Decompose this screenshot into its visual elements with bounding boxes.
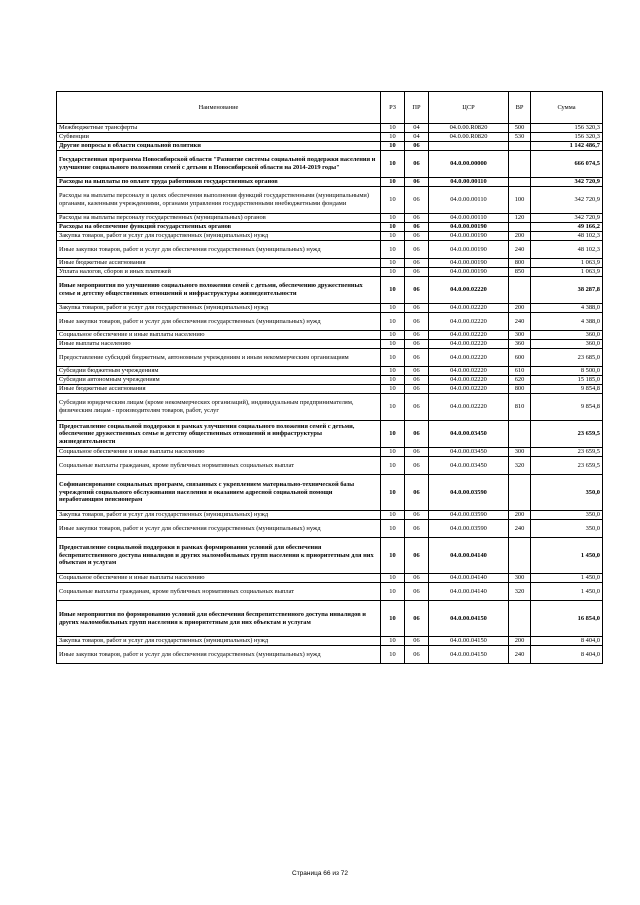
cell-sum: 350,0 [531,475,603,511]
table-header-row [57,92,603,124]
cell-sum: 23 659,5 [531,421,603,448]
cell-rz: 10 [381,178,405,187]
cell-csr: 04.0.00.04140 [429,574,509,583]
cell-csr: 04.0.00.04150 [429,601,509,637]
table-row [57,583,603,601]
cell-rz: 10 [381,133,405,142]
cell-sum: 48 102,3 [531,232,603,241]
cell-vr: 810 [509,394,531,421]
cell-vr: 800 [509,385,531,394]
cell-vr: 600 [509,349,531,367]
table-row [57,511,603,520]
cell-rz: 10 [381,538,405,574]
cell-pr: 06 [405,232,429,241]
cell-name: Субсидии юридическим лицам (кроме некоммерческих организаций), индивидуальным предпринимателям, физическим лицам - производителям товаров, работ, услуг [57,394,381,421]
header-csr: ЦСР [429,92,509,124]
cell-name: Иные мероприятия по формированию условий для обеспечения беспрепятственного доступа инвалидов и других маломобильных групп населения к приоритетным для них объектам и услугам [57,601,381,637]
cell-name: Субсидии бюджетным учреждениям [57,367,381,376]
cell-csr: 04.0.00.00110 [429,187,509,214]
cell-csr: 04.0.00.02220 [429,367,509,376]
cell-name: Иные закупки товаров, работ и услуг для обеспечения государственных (муниципальных) нужд [57,646,381,664]
cell-sum: 342 720,9 [531,214,603,223]
cell-name: Закупка товаров, работ и услуг для государственных (муниципальных) нужд [57,511,381,520]
table-row [57,520,603,538]
cell-vr [509,142,531,151]
cell-pr: 04 [405,124,429,133]
cell-sum: 350,0 [531,520,603,538]
cell-vr: 320 [509,457,531,475]
cell-csr: 04.0.00.R0820 [429,124,509,133]
cell-rz: 10 [381,151,405,178]
header-sum: Сумма [531,92,603,124]
cell-pr: 06 [405,448,429,457]
cell-csr: 04.0.00.00190 [429,241,509,259]
table-row [57,232,603,241]
cell-csr: 04.0.00.03590 [429,475,509,511]
cell-csr: 04.0.00.00190 [429,268,509,277]
cell-sum: 48 102,3 [531,241,603,259]
table-row [57,385,603,394]
cell-name: Субвенции [57,133,381,142]
table-row [57,646,603,664]
cell-pr: 06 [405,259,429,268]
cell-vr: 240 [509,520,531,538]
cell-pr: 06 [405,223,429,232]
cell-name: Социальное обеспечение и иные выплаты населению [57,331,381,340]
cell-csr: 04.0.00.02220 [429,277,509,304]
cell-rz: 10 [381,475,405,511]
cell-rz: 10 [381,601,405,637]
table-row [57,259,603,268]
cell-rz: 10 [381,457,405,475]
cell-rz: 10 [381,340,405,349]
cell-pr: 06 [405,313,429,331]
cell-sum: 360,0 [531,331,603,340]
cell-vr: 620 [509,376,531,385]
cell-name: Расходы на выплаты персоналу в целях обеспечения выполнения функций государственными (муниципальными) органами, казенными учреждениями, органами управления государственными внебюджетными фондами [57,187,381,214]
cell-name: Социальные выплаты гражданам, кроме публичных нормативных социальных выплат [57,457,381,475]
cell-pr: 06 [405,304,429,313]
cell-pr: 06 [405,574,429,583]
cell-name: Иные бюджетные ассигнования [57,385,381,394]
cell-rz: 10 [381,214,405,223]
cell-rz: 10 [381,124,405,133]
cell-rz: 10 [381,331,405,340]
cell-rz: 10 [381,511,405,520]
cell-sum: 666 074,5 [531,151,603,178]
table-row [57,142,603,151]
cell-csr: 04.0.00.02220 [429,331,509,340]
cell-sum: 156 320,3 [531,124,603,133]
cell-vr: 100 [509,187,531,214]
cell-vr: 200 [509,637,531,646]
cell-csr: 04.0.00.00190 [429,223,509,232]
cell-sum: 342 720,9 [531,178,603,187]
cell-rz: 10 [381,349,405,367]
cell-csr: 04.0.00.02220 [429,376,509,385]
header-vr: ВР [509,92,531,124]
cell-rz: 10 [381,376,405,385]
cell-csr [429,142,509,151]
cell-csr: 04.0.00.02220 [429,385,509,394]
cell-sum: 1 450,0 [531,538,603,574]
cell-rz: 10 [381,385,405,394]
cell-sum: 49 166,2 [531,223,603,232]
cell-rz: 10 [381,259,405,268]
cell-csr: 04.0.00.04140 [429,583,509,601]
cell-sum: 15 185,0 [531,376,603,385]
cell-rz: 10 [381,313,405,331]
cell-rz: 10 [381,574,405,583]
table-row [57,124,603,133]
cell-rz: 10 [381,268,405,277]
table-row [57,448,603,457]
cell-csr: 04.0.00.03450 [429,448,509,457]
cell-sum: 8 404,0 [531,637,603,646]
cell-vr [509,475,531,511]
cell-rz: 10 [381,367,405,376]
cell-sum: 1 450,0 [531,583,603,601]
cell-sum: 1 063,9 [531,268,603,277]
cell-pr: 06 [405,340,429,349]
cell-vr: 240 [509,646,531,664]
header-rz: РЗ [381,92,405,124]
cell-name: Закупка товаров, работ и услуг для государственных (муниципальных) нужд [57,304,381,313]
cell-name: Иные выплаты населению [57,340,381,349]
cell-name: Социальное обеспечение и иные выплаты населению [57,574,381,583]
cell-pr: 06 [405,142,429,151]
cell-csr: 04.0.00.00190 [429,232,509,241]
cell-sum: 16 854,0 [531,601,603,637]
cell-rz: 10 [381,583,405,601]
table-row [57,223,603,232]
cell-csr: 04.0.00.04150 [429,637,509,646]
cell-pr: 06 [405,214,429,223]
cell-vr: 300 [509,331,531,340]
cell-name: Предоставление социальной поддержки в рамках формирования условий для обеспечения беспрепятственного доступа инвалидов и других маломобильных групп населения к приоритетным для них объектам и услугам [57,538,381,574]
cell-name: Государственная программа Новосибирской области "Развитие системы социальной поддержки населения и улучшение социального положения семей с детьми в Новосибирской области на 2014-2019 годы" [57,151,381,178]
cell-csr: 04.0.00.02220 [429,340,509,349]
cell-csr: 04.0.00.00190 [429,259,509,268]
table-row [57,376,603,385]
cell-pr: 06 [405,457,429,475]
cell-name: Иные закупки товаров, работ и услуг для обеспечения государственных (муниципальных) нужд [57,313,381,331]
cell-csr: 04.0.00.03590 [429,520,509,538]
cell-name: Предоставление социальной поддержки в рамках улучшения социального положения семей с детьми, обеспечение дружественных семье и детству общественных отношений и инфраструктуры жизнедеятельности [57,421,381,448]
cell-sum: 1 063,9 [531,259,603,268]
cell-sum: 4 388,0 [531,313,603,331]
cell-rz: 10 [381,304,405,313]
cell-vr [509,151,531,178]
table-row [57,268,603,277]
cell-csr: 04.0.00.R0820 [429,133,509,142]
table-row [57,367,603,376]
cell-rz: 10 [381,187,405,214]
cell-vr: 120 [509,214,531,223]
cell-vr: 240 [509,313,531,331]
table-row [57,133,603,142]
cell-pr: 06 [405,367,429,376]
cell-rz: 10 [381,223,405,232]
cell-csr: 04.0.00.03590 [429,511,509,520]
budget-table [56,91,603,664]
cell-pr: 06 [405,151,429,178]
page-number: Страница 66 из 72 [292,870,348,877]
cell-vr: 360 [509,340,531,349]
cell-csr: 04.0.00.00110 [429,178,509,187]
cell-rz: 10 [381,448,405,457]
table-body [57,124,603,664]
cell-name: Софинансирование социальных программ, связанных с укреплением материально-технической базы учреждений социального обслуживания населения и оказанием адресной социальной помощи неработающим пенсионерам [57,475,381,511]
cell-sum: 9 854,8 [531,394,603,421]
cell-sum: 9 854,8 [531,385,603,394]
cell-rz: 10 [381,241,405,259]
header-name: Наименование [57,92,381,124]
cell-vr: 200 [509,304,531,313]
cell-name: Расходы на выплаты персоналу государственных (муниципальных) органов [57,214,381,223]
table-row [57,277,603,304]
cell-name: Уплата налогов, сборов и иных платежей [57,268,381,277]
cell-sum: 23 685,0 [531,349,603,367]
cell-name: Закупка товаров, работ и услуг для государственных (муниципальных) нужд [57,232,381,241]
cell-sum: 8 500,0 [531,367,603,376]
cell-name: Иные бюджетные ассигнования [57,259,381,268]
table-row [57,637,603,646]
cell-vr [509,223,531,232]
cell-pr: 06 [405,178,429,187]
cell-name: Социальное обеспечение и иные выплаты населению [57,448,381,457]
cell-name: Расходы на обеспечение функций государственных органов [57,223,381,232]
cell-pr: 06 [405,637,429,646]
cell-pr: 06 [405,421,429,448]
cell-csr: 04.0.00.03450 [429,457,509,475]
cell-sum: 38 287,8 [531,277,603,304]
cell-sum: 360,0 [531,340,603,349]
cell-vr: 850 [509,268,531,277]
cell-sum: 1 450,0 [531,574,603,583]
cell-rz: 10 [381,394,405,421]
cell-pr: 06 [405,583,429,601]
cell-pr: 06 [405,349,429,367]
cell-vr [509,538,531,574]
cell-name: Иные мероприятия по улучшению социального положения семей с детьми, обеспечению дружественных семье и детству общественных отношений и инфраструктуры жизнедеятельности [57,277,381,304]
cell-csr: 04.0.00.00000 [429,151,509,178]
cell-pr: 04 [405,133,429,142]
cell-name: Межбюджетные трансферты [57,124,381,133]
cell-csr: 04.0.00.03450 [429,421,509,448]
cell-name: Другие вопросы в области социальной политики [57,142,381,151]
cell-pr: 06 [405,520,429,538]
cell-pr: 06 [405,331,429,340]
cell-rz: 10 [381,637,405,646]
cell-pr: 06 [405,646,429,664]
cell-vr: 320 [509,583,531,601]
cell-pr: 06 [405,277,429,304]
cell-csr: 04.0.00.04140 [429,538,509,574]
table-row [57,538,603,574]
cell-name: Иные закупки товаров, работ и услуг для обеспечения государственных (муниципальных) нужд [57,241,381,259]
cell-name: Расходы на выплаты по оплате труда работников государственных органов [57,178,381,187]
table-row [57,151,603,178]
table-row [57,574,603,583]
cell-rz: 10 [381,142,405,151]
cell-name: Социальные выплаты гражданам, кроме публичных нормативных социальных выплат [57,583,381,601]
cell-csr: 04.0.00.02220 [429,304,509,313]
cell-vr: 300 [509,448,531,457]
cell-sum: 4 388,0 [531,304,603,313]
header-pr: ПР [405,92,429,124]
cell-vr [509,277,531,304]
cell-vr: 530 [509,133,531,142]
cell-pr: 06 [405,385,429,394]
cell-sum: 23 659,5 [531,448,603,457]
cell-csr: 04.0.00.02220 [429,394,509,421]
cell-vr: 300 [509,574,531,583]
cell-vr [509,601,531,637]
cell-vr: 240 [509,241,531,259]
cell-name: Субсидии автономным учреждениям [57,376,381,385]
cell-csr: 04.0.00.02220 [429,349,509,367]
cell-sum: 1 142 486,7 [531,142,603,151]
cell-csr: 04.0.00.04150 [429,646,509,664]
table-row [57,304,603,313]
cell-pr: 06 [405,268,429,277]
cell-name: Закупка товаров, работ и услуг для государственных (муниципальных) нужд [57,637,381,646]
cell-sum: 23 659,5 [531,457,603,475]
cell-sum: 342 720,9 [531,187,603,214]
cell-vr [509,421,531,448]
table-row [57,241,603,259]
cell-csr: 04.0.00.00110 [429,214,509,223]
cell-pr: 06 [405,394,429,421]
cell-vr: 200 [509,511,531,520]
table-row [57,421,603,448]
cell-pr: 06 [405,538,429,574]
cell-sum: 156 320,3 [531,133,603,142]
cell-name: Предоставление субсидий бюджетным, автономным учреждениям и иным некоммерческим организациям [57,349,381,367]
table-row [57,394,603,421]
table-row [57,178,603,187]
cell-rz: 10 [381,232,405,241]
cell-pr: 06 [405,241,429,259]
cell-rz: 10 [381,421,405,448]
cell-rz: 10 [381,520,405,538]
cell-rz: 10 [381,277,405,304]
cell-csr: 04.0.00.02220 [429,313,509,331]
cell-pr: 06 [405,601,429,637]
table-row [57,349,603,367]
cell-pr: 06 [405,511,429,520]
cell-sum: 350,0 [531,511,603,520]
cell-vr: 200 [509,232,531,241]
table-row [57,457,603,475]
table-row [57,475,603,511]
table-row [57,601,603,637]
table-row [57,340,603,349]
cell-pr: 06 [405,376,429,385]
cell-vr: 800 [509,259,531,268]
cell-pr: 06 [405,187,429,214]
cell-name: Иные закупки товаров, работ и услуг для обеспечения государственных (муниципальных) нужд [57,520,381,538]
cell-vr [509,178,531,187]
cell-rz: 10 [381,646,405,664]
table-row [57,214,603,223]
table-row [57,331,603,340]
table-row [57,313,603,331]
cell-vr: 610 [509,367,531,376]
budget-table-container [56,91,602,664]
cell-pr: 06 [405,475,429,511]
cell-sum: 8 404,0 [531,646,603,664]
table-row [57,187,603,214]
cell-vr: 500 [509,124,531,133]
